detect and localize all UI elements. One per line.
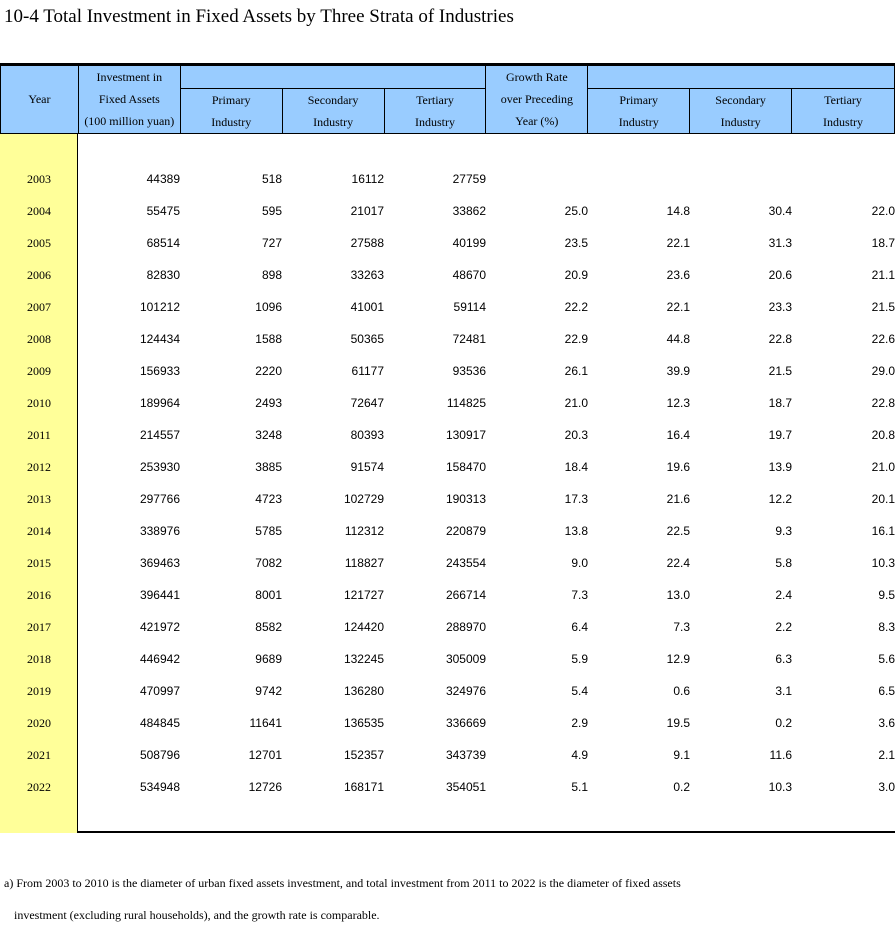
row-value: 5.1	[571, 780, 588, 794]
row-value: 130917	[445, 428, 486, 442]
row-value: 354051	[445, 780, 486, 794]
row-value: 518	[261, 172, 282, 186]
row-year: 2005	[27, 235, 51, 250]
row-value: 19.7	[768, 428, 792, 442]
row-value: 727	[261, 236, 282, 250]
row-value: 23.6	[666, 268, 690, 282]
row-value: 23.3	[768, 300, 792, 314]
row-value: 72481	[452, 332, 486, 346]
table-row	[0, 675, 895, 707]
row-value: 1588	[255, 332, 282, 346]
row-value: 21.6	[666, 492, 690, 506]
row-value: 13.8	[564, 524, 588, 538]
header-tertiary-inv: Tertiary Industry	[384, 88, 486, 133]
row-value: 5.4	[571, 684, 588, 698]
row-value: 16.4	[666, 428, 690, 442]
row-value: 11.6	[769, 748, 792, 762]
row-value: 21.0	[564, 396, 588, 410]
row-year: 2011	[27, 427, 51, 442]
row-value: 3885	[255, 460, 282, 474]
row-value: 22.6	[871, 332, 895, 346]
table-row	[0, 579, 895, 611]
row-value: 118827	[344, 556, 384, 570]
row-value: 22.2	[564, 300, 588, 314]
row-value: 19.6	[666, 460, 690, 474]
row-value: 93536	[452, 364, 486, 378]
table-row	[0, 387, 895, 419]
row-value: 0.2	[673, 780, 690, 794]
table-row	[0, 707, 895, 739]
row-value: 10.3	[768, 780, 792, 794]
row-value: 898	[261, 268, 282, 282]
row-value: 9.1	[673, 748, 690, 762]
row-value: 44.8	[666, 332, 690, 346]
footnote-line2: investment (excluding rural households), and the growth rate is comparable.	[14, 908, 380, 922]
row-value: 16112	[351, 172, 384, 186]
row-value: 7.3	[571, 588, 588, 602]
table-row	[0, 323, 895, 355]
row-value: 121727	[343, 588, 384, 602]
row-value: 12.3	[666, 396, 690, 410]
header-primary-growth: Primary Industry	[588, 88, 690, 133]
row-value: 3.0	[878, 780, 895, 794]
row-value: 8.3	[878, 620, 895, 634]
row-value: 61177	[351, 364, 384, 378]
row-value: 114825	[446, 396, 486, 410]
table-row	[0, 195, 895, 227]
row-value: 0.2	[775, 716, 792, 730]
page-title: 10-4 Total Investment in Fixed Assets by Three Strata of Industries	[4, 6, 514, 27]
row-year: 2006	[27, 267, 51, 282]
row-value: 27588	[350, 236, 384, 250]
row-value: 7.3	[673, 620, 690, 634]
table-row	[0, 291, 895, 323]
row-value: 22.0	[871, 204, 895, 218]
row-value: 1096	[255, 300, 282, 314]
row-value: 25.0	[564, 204, 588, 218]
row-value: 21.5	[871, 300, 895, 314]
row-value: 508796	[139, 748, 180, 762]
row-value: 124420	[343, 620, 384, 634]
row-value: 41001	[350, 300, 384, 314]
header-investment-line1: Investment in	[78, 66, 180, 89]
row-value: 534948	[139, 780, 180, 794]
row-value: 168171	[343, 780, 384, 794]
row-value: 2220	[255, 364, 282, 378]
row-value: 288970	[445, 620, 486, 634]
table-row	[0, 259, 895, 291]
row-value: 72647	[350, 396, 384, 410]
row-year: 2010	[27, 395, 51, 410]
row-value: 297766	[139, 492, 180, 506]
row-value: 26.1	[564, 364, 588, 378]
row-value: 343739	[445, 748, 486, 762]
row-value: 9.5	[878, 588, 895, 602]
table-row	[0, 419, 895, 451]
row-value: 369463	[139, 556, 180, 570]
row-year: 2013	[27, 491, 51, 506]
row-value: 124434	[139, 332, 180, 346]
row-year: 2020	[27, 715, 51, 730]
row-year: 2022	[27, 779, 51, 794]
row-value: 7082	[255, 556, 282, 570]
row-value: 253930	[139, 460, 180, 474]
row-value: 446942	[139, 652, 180, 666]
row-value: 3248	[255, 428, 282, 442]
row-value: 23.5	[564, 236, 588, 250]
row-value: 112312	[344, 524, 384, 538]
row-value	[588, 163, 690, 195]
row-value: 336669	[445, 716, 486, 730]
table-row	[0, 483, 895, 515]
row-value: 82830	[146, 268, 180, 282]
row-value: 101212	[139, 300, 180, 314]
row-value: 21.0	[871, 460, 895, 474]
row-value: 190313	[445, 492, 486, 506]
row-value: 421972	[139, 620, 180, 634]
row-value: 9742	[255, 684, 282, 698]
row-value	[690, 163, 792, 195]
header-primary-inv: Primary Industry	[180, 88, 282, 133]
row-value: 0.6	[673, 684, 690, 698]
row-value: 305009	[445, 652, 486, 666]
row-value: 9.3	[775, 524, 792, 538]
row-value: 22.8	[768, 332, 792, 346]
row-value: 33263	[350, 268, 384, 282]
footnote-line1: a) From 2003 to 2010 is the diameter of urban fixed assets investment, and total investment from 2011 to 2022 is the diameter of fixed assets	[4, 876, 681, 890]
row-year: 2004	[27, 203, 51, 218]
row-value: 6.4	[571, 620, 588, 634]
row-value: 2.4	[775, 588, 792, 602]
row-value: 22.1	[666, 300, 690, 314]
row-year: 2012	[27, 459, 51, 474]
row-value: 470997	[139, 684, 180, 698]
row-value: 21.5	[768, 364, 792, 378]
row-value: 5.9	[571, 652, 588, 666]
row-value: 27759	[452, 172, 486, 186]
table-row	[0, 739, 895, 771]
row-value: 68514	[146, 236, 180, 250]
row-value: 338976	[139, 524, 180, 538]
row-value: 10.3	[871, 556, 895, 570]
row-value: 12.2	[768, 492, 792, 506]
table-row	[0, 355, 895, 387]
row-year: 2019	[27, 683, 51, 698]
table-header	[0, 65, 895, 134]
row-value: 214557	[139, 428, 180, 442]
row-value: 80393	[350, 428, 384, 442]
row-value: 156933	[139, 364, 180, 378]
row-value: 22.5	[666, 524, 690, 538]
header-secondary-growth: Secondary Industry	[690, 88, 792, 133]
row-value: 189964	[139, 396, 180, 410]
row-year: 2016	[27, 587, 51, 602]
row-value: 18.4	[564, 460, 588, 474]
row-value: 44389	[146, 172, 180, 186]
table-row	[0, 643, 895, 675]
table-row	[0, 451, 895, 483]
row-value: 20.8	[871, 428, 895, 442]
header-investment-line3: (100 million yuan)	[78, 110, 180, 133]
row-value: 152357	[343, 748, 384, 762]
row-value: 22.4	[666, 556, 690, 570]
row-value: 50365	[350, 332, 384, 346]
table-row	[0, 163, 895, 195]
row-value: 6.5	[878, 684, 895, 698]
row-value: 243554	[445, 556, 486, 570]
table-row	[0, 611, 895, 643]
row-value: 8582	[255, 620, 282, 634]
row-year: 2014	[27, 523, 51, 538]
row-value: 18.7	[871, 236, 895, 250]
row-value: 5.6	[878, 652, 895, 666]
row-value: 102729	[343, 492, 384, 506]
row-year: 2015	[27, 555, 51, 570]
row-year: 2018	[27, 651, 51, 666]
row-year: 2017	[27, 619, 51, 634]
row-value: 2493	[255, 396, 282, 410]
row-year: 2007	[27, 299, 51, 314]
row-value: 4.9	[571, 748, 588, 762]
row-value: 5.8	[775, 556, 792, 570]
row-value: 158470	[445, 460, 486, 474]
row-value: 3.6	[878, 716, 895, 730]
header-investment-line2: Fixed Assets	[78, 88, 180, 110]
row-value: 9.0	[571, 556, 588, 570]
row-value: 11641	[249, 716, 282, 730]
table-row	[0, 515, 895, 547]
row-value: 136535	[343, 716, 384, 730]
row-value: 2.2	[775, 620, 792, 634]
row-year: 2008	[27, 331, 51, 346]
row-value: 2.9	[571, 716, 588, 730]
row-value: 4723	[255, 492, 282, 506]
row-value: 19.5	[666, 716, 690, 730]
row-value: 21017	[350, 204, 384, 218]
row-value: 31.3	[768, 236, 792, 250]
row-value: 33862	[452, 204, 486, 218]
row-value: 3.1	[775, 684, 792, 698]
row-value: 132245	[343, 652, 384, 666]
row-value: 20.9	[564, 268, 588, 282]
row-value: 39.9	[666, 364, 690, 378]
data-table	[0, 163, 895, 803]
row-value: 2.1	[878, 748, 895, 762]
header-growth-line3: Year (%)	[486, 110, 588, 133]
row-value: 22.9	[564, 332, 588, 346]
header-growth-line1: Growth Rate	[486, 66, 588, 89]
row-value: 14.8	[666, 204, 690, 218]
row-value: 324976	[445, 684, 486, 698]
row-value: 396441	[139, 588, 180, 602]
row-value: 22.8	[871, 396, 895, 410]
row-value: 12701	[248, 748, 282, 762]
row-value: 484845	[139, 716, 180, 730]
row-value: 55475	[146, 204, 180, 218]
row-value: 266714	[445, 588, 486, 602]
row-value: 48670	[452, 268, 486, 282]
row-value: 13.9	[768, 460, 792, 474]
row-value: 20.6	[768, 268, 792, 282]
row-year: 2003	[27, 171, 51, 186]
row-value	[792, 163, 895, 195]
row-value: 20.3	[564, 428, 588, 442]
header-secondary-inv: Secondary Industry	[282, 88, 384, 133]
row-value	[486, 163, 588, 195]
row-value: 136280	[343, 684, 384, 698]
row-value: 12726	[248, 780, 282, 794]
row-year: 2009	[27, 363, 51, 378]
row-value: 220879	[445, 524, 486, 538]
row-value: 16.1	[871, 524, 895, 538]
table-row	[0, 547, 895, 579]
row-value: 29.0	[871, 364, 895, 378]
table-row	[0, 227, 895, 259]
row-value: 22.1	[666, 236, 690, 250]
row-value: 12.9	[666, 652, 690, 666]
row-value: 17.3	[564, 492, 588, 506]
header-growth-line2: over Preceding	[486, 88, 588, 110]
row-value: 13.0	[666, 588, 690, 602]
row-value: 595	[261, 204, 282, 218]
header-year: Year	[1, 66, 79, 134]
row-value: 9689	[255, 652, 282, 666]
row-value: 30.4	[768, 204, 792, 218]
row-value: 18.7	[768, 396, 792, 410]
row-value: 8001	[255, 588, 282, 602]
row-value: 6.3	[775, 652, 792, 666]
table-row	[0, 771, 895, 803]
row-value: 21.1	[871, 268, 895, 282]
row-value: 91574	[350, 460, 384, 474]
row-value: 5785	[255, 524, 282, 538]
row-value: 59114	[453, 300, 486, 314]
row-value: 20.1	[871, 492, 895, 506]
row-value: 40199	[452, 236, 486, 250]
header-tertiary-growth: Tertiary Industry	[792, 88, 895, 133]
row-year: 2021	[27, 747, 51, 762]
